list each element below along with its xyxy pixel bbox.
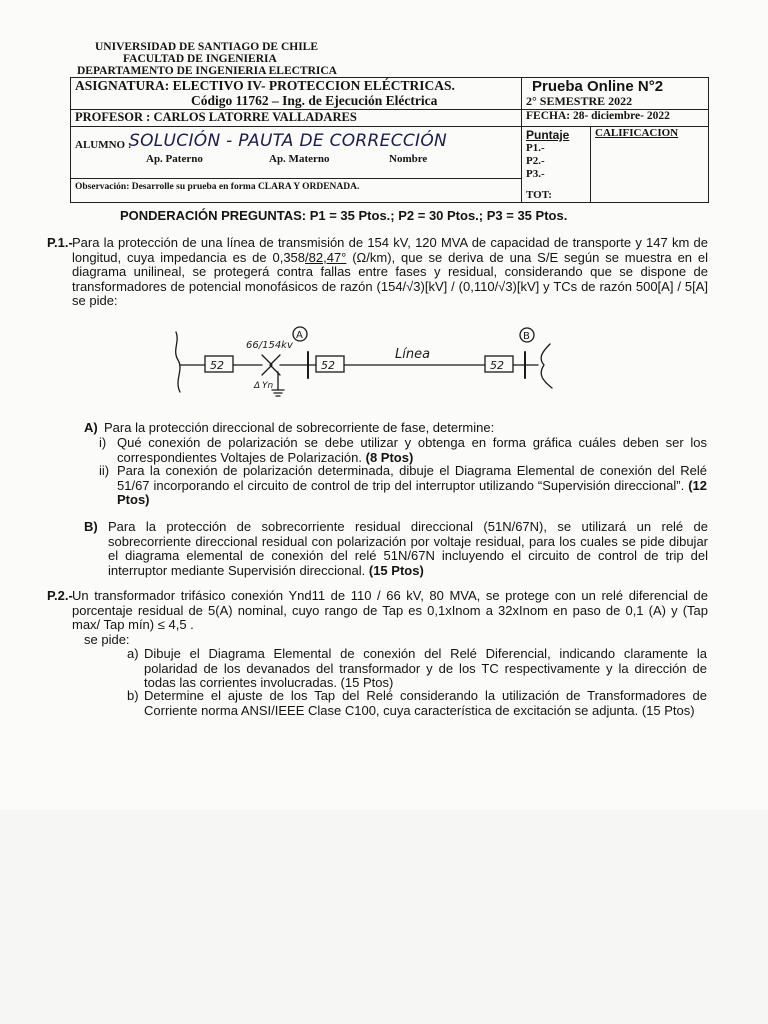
total-label: TOT:: [526, 189, 552, 201]
university-name: UNIVERSIDAD DE SANTIAGO DE CHILE: [95, 41, 319, 53]
transformer-ratio-label: 66/154kv: [246, 340, 293, 351]
p2-a-label: a): [127, 646, 139, 661]
breaker-2-label: 52: [321, 359, 335, 372]
winding-connection-label: Δ Yn: [254, 381, 274, 391]
subject-cell: [71, 78, 522, 110]
alumno-handwritten: SOLUCIÓN - PAUTA DE CORRECCIÓN: [129, 131, 448, 151]
exam-info-table: [70, 77, 709, 203]
node-a-label: A: [296, 330, 303, 341]
p1-a-ii-points: (12 Ptos): [117, 477, 707, 508]
p1-a-ii-label: ii): [99, 463, 110, 478]
course-code: Código 11762 – Ing. de Ejecución Eléctrica: [191, 93, 438, 108]
p2-label: P.2.-: [47, 588, 73, 603]
p1-b: [108, 520, 708, 578]
p1-b-label: B): [84, 519, 98, 534]
test-cell: [522, 78, 709, 110]
single-line-diagram: [150, 322, 590, 407]
p1-a-ii-text: Para la conexión de polarización determinada, dibuje el Diagrama Elemental de conexión del Relé 51/67 incorporando el circuito de control de trip del interruptor utilizando “Supervisión direccional”.: [117, 463, 707, 493]
p1-a-i-text: Qué conexión de polarización se debe utilizar y obtenga en forma gráfica cuáles deben ser los correspondientes Voltajes de Polarización.: [117, 435, 707, 465]
department-name: DEPARTAMENTO DE INGENIERIA ELECTRICA: [77, 65, 337, 77]
p1-a-i-points: (8 Ptos): [365, 449, 414, 465]
faculty-name: FACULTAD DE INGENIERIA: [123, 53, 277, 65]
ap-materno-label: Ap. Materno: [269, 153, 330, 165]
p1-a-text: Para la protección direccional de sobrecorriente de fase, determine:: [104, 420, 495, 435]
breaker-3-label: 52: [490, 359, 504, 372]
calificacion-cell: [591, 127, 709, 203]
p1-label: P.1.-: [47, 235, 73, 250]
calificacion-label: CALIFICACION: [595, 127, 679, 139]
puntaje-cell: [522, 127, 591, 203]
p2-b-label: b): [127, 688, 139, 703]
p1-intro: [72, 236, 708, 309]
semester: 2° SEMESTRE 2022: [526, 94, 633, 108]
test-title: Prueba Online N°2: [532, 78, 664, 95]
node-b-label: B: [523, 331, 530, 342]
p1-score-label: P1.-: [526, 142, 545, 154]
p2-score-label: P2.-: [526, 155, 545, 167]
p1-a-ii: [117, 464, 707, 508]
ponderacion: PONDERACIÓN PREGUNTAS: P1 = 35 Ptos.; P2 = 30 Ptos.; P3 = 35 Ptos.: [120, 208, 568, 223]
ap-paterno-label: Ap. Paterno: [146, 153, 203, 165]
puntaje-label: Puntaje: [526, 128, 570, 142]
p1-a-label: A): [84, 420, 98, 435]
source-curve-left: [176, 332, 180, 392]
p1-intro-a: Para la protección de una línea de transmisión de 154 kV, 120 MVA de capacidad de transporte y 147 km de longitud, cuya impedancia es de 0,358: [72, 235, 708, 265]
p1-a-i-label: i): [99, 435, 107, 450]
student-cell: [71, 127, 522, 179]
subject: ASIGNATURA: ELECTIVO IV- PROTECCION ELÉCTRICAS.: [75, 78, 455, 93]
p2-se-pide: se pide:: [84, 632, 130, 647]
observacion: Observación: Desarrolle su prueba en forma CLARA Y ORDENADA.: [71, 179, 522, 203]
p2-a-text: Dibuje el Diagrama Elemental de conexión del Relé Diferencial, indicando claramente la polaridad de los devanados del transformador y de los TC respectivamente y la dirección de todas las corrientes involucradas. (15 Ptos): [144, 646, 707, 691]
alumno-label: ALUMNO :: [75, 139, 132, 151]
p1-b-text: Para la protección de sobrecorriente residual direccional (51N/67N), se utilizará un relé de sobrecorriente direccional residual con polarización por voltaje residual, para los cuales se pide dibujar el diagrama elemental de conexión del relé 51N/67N incluyendo el circuito de control de trip del interruptor mediante Supervisión direccional.: [108, 519, 708, 578]
p2-intro: Un transformador trifásico conexión Ynd11 de 110 / 66 kV, 80 MVA, se protege con un relé diferencial de porcentaje residual de 5(A) nominal, cuyo rango de Tap es 0,1xInom a 32xInom en paso de 0,1 (A) y (Tap max/ Tap mín) ≤ 4,5 .: [72, 588, 708, 633]
breaker-1-label: 52: [210, 359, 224, 372]
p1-angle: /82,47°: [305, 249, 347, 265]
source-curve-right: [541, 344, 552, 388]
exam-date: FECHA: 28- diciembre- 2022: [522, 110, 709, 127]
p1-intro-b: (Ω/km), que se deriva de una S/E según se muestra en el diagrama unilineal, se protegerá contra fallas entre fases y residual, considerando que se dispone de transformadores de potencial monofásicos de razón (154/√3)[kV] / (0,110/√3)[kV] y TCs de razón 500[A] / 5[A] se pide:: [72, 249, 708, 309]
p1-b-points: (15 Ptos): [368, 562, 424, 578]
nombre-label: Nombre: [389, 153, 428, 165]
professor: PROFESOR : CARLOS LATORRE VALLADARES: [71, 110, 522, 127]
line-label: Línea: [395, 347, 431, 362]
p2-b-text: Determine el ajuste de los Tap del Relé considerando la utilización de Transformadores de Corriente norma ANSI/IEEE Clase C100, cuya característica de excitación se adjunta. (15 Ptos): [144, 688, 707, 718]
p1-a-i: [117, 436, 707, 465]
p3-score-label: P3.-: [526, 168, 545, 180]
